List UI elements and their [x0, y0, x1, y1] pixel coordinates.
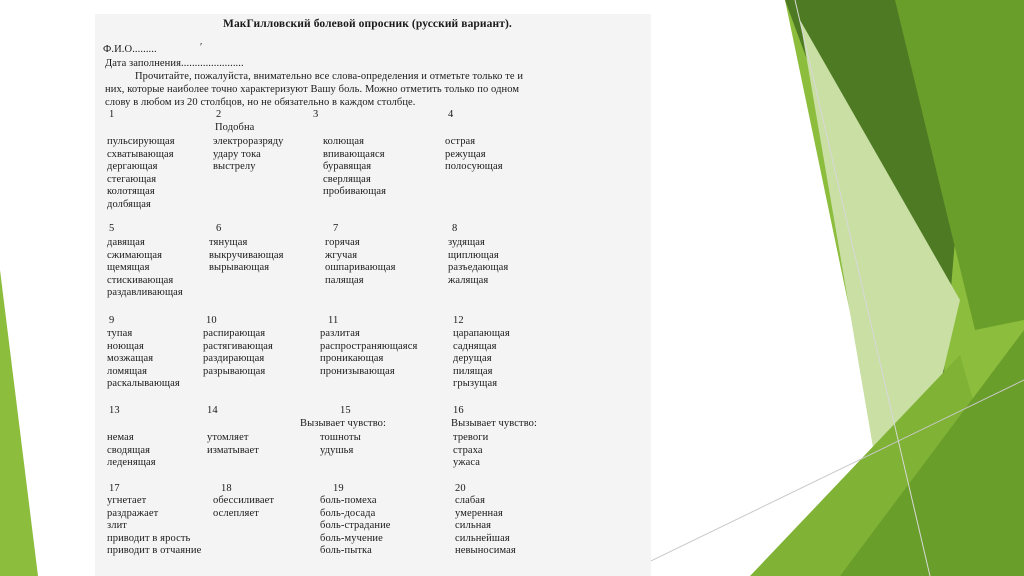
descriptor-word: сильнейшая [455, 533, 510, 544]
descriptor-word: боль-помеха [320, 495, 377, 506]
descriptor-word: колотящая [107, 186, 155, 197]
descriptor-word: распространяющаяся [320, 341, 418, 352]
column-number: 7 [333, 223, 339, 234]
descriptor-word: стегающая [107, 174, 157, 185]
descriptor-word: дерущая [453, 353, 492, 364]
questionnaire-title: МакГилловский болевой опросник (русский вариант). [223, 18, 512, 30]
descriptor-word: острая [445, 136, 476, 147]
descriptor-word: выстрелу [213, 161, 256, 172]
descriptor-word: ломящая [107, 366, 148, 377]
descriptor-word: распирающая [203, 328, 266, 339]
descriptor-word: стискивающая [107, 275, 174, 286]
column-number: 2 [216, 109, 222, 120]
descriptor-word: тошноты [320, 432, 361, 443]
descriptor-word: ужаса [453, 457, 480, 468]
descriptor-word: сверлящая [323, 174, 371, 185]
descriptor-word: режущая [445, 149, 486, 160]
descriptor-word: долбящая [107, 199, 151, 210]
descriptor-word: мозжащая [107, 353, 154, 364]
descriptor-word: пилящая [453, 366, 493, 377]
descriptor-word: жгучая [325, 250, 358, 261]
descriptor-word: сжимающая [107, 250, 163, 261]
descriptor-word: раздавливающая [107, 287, 183, 298]
descriptor-word: боль-досада [320, 508, 376, 519]
column-number: 16 [453, 405, 464, 416]
descriptor-word: буравящая [323, 161, 372, 172]
column-subheading: Подобна [215, 122, 255, 133]
descriptor-word: ослепляет [213, 508, 259, 519]
descriptor-word: изматывает [207, 445, 259, 456]
column-number: 17 [109, 483, 120, 494]
descriptor-word: приводит в отчаяние [107, 545, 202, 556]
descriptor-word: леденящая [107, 457, 156, 468]
descriptor-word: удару тока [213, 149, 261, 160]
descriptor-word: разрывающая [203, 366, 266, 377]
column-subheading: Вызывает чувство: [451, 418, 538, 429]
descriptor-word: умеренная [455, 508, 503, 519]
column-number: 9 [109, 315, 115, 326]
descriptor-word: немая [107, 432, 134, 443]
descriptor-word: ошпаривающая [325, 262, 396, 273]
descriptor-word: боль-пытка [320, 545, 372, 556]
name-field: Ф.И.О......... [103, 44, 157, 55]
instruction-line: слову в любом из 20 столбцов, но не обязательно в каждом столбце. [105, 97, 416, 108]
descriptor-word: угнетает [107, 495, 147, 506]
column-number: 3 [313, 109, 319, 120]
column-number: 15 [340, 405, 351, 416]
column-number: 20 [455, 483, 466, 494]
date-field: Дата заполнения....................... [105, 58, 244, 69]
descriptor-word: саднящая [453, 341, 497, 352]
descriptor-word: грызущая [453, 378, 498, 389]
column-number: 10 [206, 315, 217, 326]
descriptor-word: приводит в ярость [107, 533, 191, 544]
descriptor-word: проникающая [320, 353, 384, 364]
descriptor-word: тянущая [209, 237, 248, 248]
column-number: 6 [216, 223, 222, 234]
descriptor-word: палящая [325, 275, 364, 286]
column-subheading: Вызывает чувство: [300, 418, 387, 429]
column-number: 1 [109, 109, 115, 120]
descriptor-word: пульсирующая [107, 136, 175, 147]
descriptor-word: растягивающая [203, 341, 273, 352]
column-number: 19 [333, 483, 344, 494]
descriptor-word: раскалывающая [107, 378, 180, 389]
questionnaire-document [95, 14, 651, 576]
descriptor-word: разлитая [320, 328, 360, 339]
descriptor-word: выкручивающая [209, 250, 284, 261]
descriptor-word: давящая [107, 237, 145, 248]
descriptor-word: зудящая [448, 237, 485, 248]
descriptor-word: боль-мучение [320, 533, 383, 544]
column-number: 18 [221, 483, 232, 494]
descriptor-word: жалящая [448, 275, 489, 286]
column-number: 13 [109, 405, 120, 416]
descriptor-word: царапающая [453, 328, 510, 339]
column-number: 5 [109, 223, 115, 234]
descriptor-word: пронизывающая [320, 366, 395, 377]
descriptor-word: злит [107, 520, 127, 531]
descriptor-word: ноющая [107, 341, 144, 352]
descriptor-word: невыносимая [455, 545, 516, 556]
descriptor-word: слабая [455, 495, 485, 506]
descriptor-word: раздирающая [203, 353, 265, 364]
column-number: 8 [452, 223, 458, 234]
descriptor-word: щиплющая [448, 250, 499, 261]
column-number: 12 [453, 315, 464, 326]
descriptor-word: впивающаяся [323, 149, 385, 160]
descriptor-word: удушья [320, 445, 354, 456]
descriptor-word: вырывающая [209, 262, 270, 273]
descriptor-word: дергающая [107, 161, 158, 172]
descriptor-word: щемящая [107, 262, 150, 273]
descriptor-word: боль-страдание [320, 520, 391, 531]
descriptor-word: колющая [323, 136, 365, 147]
name-mark: ʹ [200, 42, 203, 53]
descriptor-word: тревоги [453, 432, 489, 443]
descriptor-word: раздражает [107, 508, 159, 519]
descriptor-word: обессиливает [213, 495, 275, 506]
instruction-line: них, которые наиболее точно характеризуют Вашу боль. Можно отметить только по одном [105, 84, 520, 95]
descriptor-word: страха [453, 445, 483, 456]
descriptor-word: электроразряду [213, 136, 284, 147]
descriptor-word: разъедающая [448, 262, 509, 273]
descriptor-word: схватывающая [107, 149, 174, 160]
descriptor-word: сильная [455, 520, 492, 531]
column-number: 14 [207, 405, 218, 416]
descriptor-word: полосующая [445, 161, 503, 172]
descriptor-word: утомляет [207, 432, 249, 443]
instruction-line: Прочитайте, пожалуйста, внимательно все слова-определения и отметьте только те и [135, 71, 524, 82]
descriptor-word: пробивающая [323, 186, 387, 197]
column-number: 11 [328, 315, 339, 326]
descriptor-word: тупая [107, 328, 133, 339]
descriptor-word: горячая [325, 237, 360, 248]
column-number: 4 [448, 109, 454, 120]
descriptor-word: сводящая [107, 445, 151, 456]
